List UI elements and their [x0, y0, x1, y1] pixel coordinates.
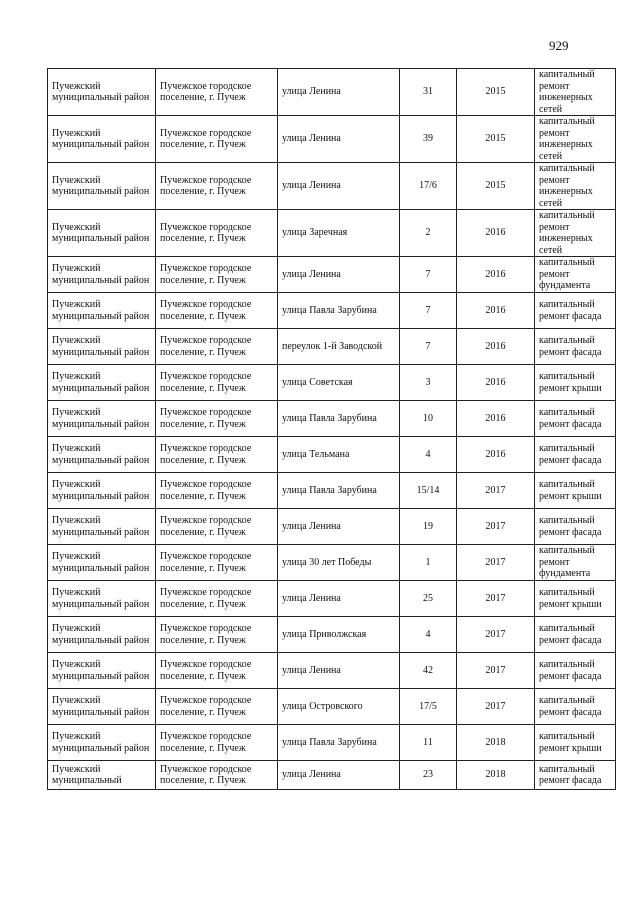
house-number-cell: 7 [400, 293, 457, 329]
street-cell: улица Островского [278, 689, 400, 725]
district-cell: Пучежский муниципальный район [48, 581, 156, 617]
year-cell: 2017 [457, 689, 535, 725]
district-cell: Пучежский муниципальный район [48, 365, 156, 401]
house-number-cell: 7 [400, 329, 457, 365]
year-cell: 2016 [457, 365, 535, 401]
work-type-cell: капитальный ремонт крыши [535, 473, 616, 509]
street-cell: улица Заречная [278, 210, 400, 257]
district-cell: Пучежский муниципальный район [48, 116, 156, 163]
table-row [48, 210, 616, 257]
table-row [48, 509, 616, 545]
work-type-cell: капитальный ремонт фасада [535, 329, 616, 365]
year-cell: 2018 [457, 761, 535, 790]
repair-schedule-table [47, 68, 616, 790]
house-number-cell: 23 [400, 761, 457, 790]
work-type-cell: капитальный ремонт инженерных сетей [535, 210, 616, 257]
house-number-cell: 19 [400, 509, 457, 545]
work-type-cell: капитальный ремонт крыши [535, 365, 616, 401]
table-row [48, 437, 616, 473]
year-cell: 2016 [457, 210, 535, 257]
year-cell: 2017 [457, 653, 535, 689]
settlement-cell: Пучежское городское поселение, г. Пучеж [156, 617, 278, 653]
table-row [48, 725, 616, 761]
year-cell: 2017 [457, 509, 535, 545]
table-row [48, 293, 616, 329]
year-cell: 2015 [457, 116, 535, 163]
house-number-cell: 4 [400, 617, 457, 653]
table-row [48, 473, 616, 509]
house-number-cell: 39 [400, 116, 457, 163]
settlement-cell: Пучежское городское поселение, г. Пучеж [156, 210, 278, 257]
table-row [48, 401, 616, 437]
table-row [48, 581, 616, 617]
year-cell: 2016 [457, 257, 535, 293]
district-cell: Пучежский муниципальный район [48, 293, 156, 329]
district-cell: Пучежский муниципальный район [48, 437, 156, 473]
house-number-cell: 3 [400, 365, 457, 401]
work-type-cell: капитальный ремонт фасада [535, 689, 616, 725]
work-type-cell: капитальный ремонт инженерных сетей [535, 116, 616, 163]
settlement-cell: Пучежское городское поселение, г. Пучеж [156, 329, 278, 365]
district-cell: Пучежский муниципальный район [48, 163, 156, 210]
street-cell: улица Павла Зарубина [278, 293, 400, 329]
page-number: 929 [549, 38, 569, 53]
district-cell: Пучежский муниципальный район [48, 69, 156, 116]
street-cell: переулок 1-й Заводской [278, 329, 400, 365]
table-row [48, 653, 616, 689]
year-cell: 2017 [457, 617, 535, 653]
house-number-cell: 17/5 [400, 689, 457, 725]
year-cell: 2016 [457, 401, 535, 437]
settlement-cell: Пучежское городское поселение, г. Пучеж [156, 401, 278, 437]
table-row [48, 545, 616, 581]
district-cell: Пучежский муниципальный район [48, 329, 156, 365]
year-cell: 2017 [457, 545, 535, 581]
settlement-cell: Пучежское городское поселение, г. Пучеж [156, 257, 278, 293]
street-cell: улица Ленина [278, 653, 400, 689]
house-number-cell: 4 [400, 437, 457, 473]
house-number-cell: 7 [400, 257, 457, 293]
work-type-cell: капитальный ремонт фасада [535, 653, 616, 689]
settlement-cell: Пучежское городское поселение, г. Пучеж [156, 689, 278, 725]
street-cell: улица Павла Зарубина [278, 401, 400, 437]
table-row [48, 257, 616, 293]
work-type-cell: капитальный ремонт фасада [535, 617, 616, 653]
table-row [48, 761, 616, 790]
work-type-cell: капитальный ремонт инженерных сетей [535, 69, 616, 116]
settlement-cell: Пучежское городское поселение, г. Пучеж [156, 653, 278, 689]
street-cell: улица Павла Зарубина [278, 473, 400, 509]
work-type-cell: капитальный ремонт фасада [535, 437, 616, 473]
work-type-cell: капитальный ремонт фасада [535, 761, 616, 790]
year-cell: 2016 [457, 329, 535, 365]
table-row [48, 365, 616, 401]
street-cell: улица Ленина [278, 761, 400, 790]
work-type-cell: капитальный ремонт инженерных сетей [535, 163, 616, 210]
year-cell: 2016 [457, 437, 535, 473]
settlement-cell: Пучежское городское поселение, г. Пучеж [156, 725, 278, 761]
street-cell: улица Приволжская [278, 617, 400, 653]
table-row [48, 116, 616, 163]
settlement-cell: Пучежское городское поселение, г. Пучеж [156, 365, 278, 401]
work-type-cell: капитальный ремонт фасада [535, 293, 616, 329]
table-row [48, 329, 616, 365]
street-cell: улица Ленина [278, 581, 400, 617]
district-cell: Пучежский муниципальный район [48, 401, 156, 437]
district-cell: Пучежский муниципальный район [48, 617, 156, 653]
street-cell: улица Тельмана [278, 437, 400, 473]
district-cell: Пучежский муниципальный район [48, 473, 156, 509]
street-cell: улица Ленина [278, 163, 400, 210]
year-cell: 2015 [457, 163, 535, 210]
settlement-cell: Пучежское городское поселение, г. Пучеж [156, 509, 278, 545]
district-cell: Пучежский муниципальный район [48, 725, 156, 761]
work-type-cell: капитальный ремонт крыши [535, 725, 616, 761]
work-type-cell: капитальный ремонт фасада [535, 509, 616, 545]
house-number-cell: 2 [400, 210, 457, 257]
street-cell: улица Ленина [278, 257, 400, 293]
street-cell: улица Ленина [278, 509, 400, 545]
settlement-cell: Пучежское городское поселение, г. Пучеж [156, 163, 278, 210]
district-cell: Пучежский муниципальный район [48, 653, 156, 689]
district-cell: Пучежский муниципальный район [48, 509, 156, 545]
house-number-cell: 25 [400, 581, 457, 617]
district-cell: Пучежский муниципальный район [48, 257, 156, 293]
year-cell: 2017 [457, 581, 535, 617]
district-cell: Пучежский муниципальный район [48, 689, 156, 725]
house-number-cell: 31 [400, 69, 457, 116]
year-cell: 2015 [457, 69, 535, 116]
work-type-cell: капитальный ремонт фундамента [535, 257, 616, 293]
settlement-cell: Пучежское городское поселение, г. Пучеж [156, 69, 278, 116]
settlement-cell: Пучежское городское поселение, г. Пучеж [156, 581, 278, 617]
street-cell: улица Ленина [278, 69, 400, 116]
work-type-cell: капитальный ремонт крыши [535, 581, 616, 617]
settlement-cell: Пучежское городское поселение, г. Пучеж [156, 761, 278, 790]
year-cell: 2018 [457, 725, 535, 761]
work-type-cell: капитальный ремонт фундамента [535, 545, 616, 581]
house-number-cell: 10 [400, 401, 457, 437]
house-number-cell: 17/6 [400, 163, 457, 210]
house-number-cell: 1 [400, 545, 457, 581]
street-cell: улица 30 лет Победы [278, 545, 400, 581]
table-row [48, 69, 616, 116]
table-row [48, 163, 616, 210]
house-number-cell: 11 [400, 725, 457, 761]
house-number-cell: 15/14 [400, 473, 457, 509]
district-cell: Пучежский муниципальный район [48, 210, 156, 257]
settlement-cell: Пучежское городское поселение, г. Пучеж [156, 293, 278, 329]
street-cell: улица Павла Зарубина [278, 725, 400, 761]
district-cell: Пучежский муниципальный [48, 761, 156, 790]
work-type-cell: капитальный ремонт фасада [535, 401, 616, 437]
settlement-cell: Пучежское городское поселение, г. Пучеж [156, 437, 278, 473]
street-cell: улица Советская [278, 365, 400, 401]
settlement-cell: Пучежское городское поселение, г. Пучеж [156, 473, 278, 509]
street-cell: улица Ленина [278, 116, 400, 163]
year-cell: 2017 [457, 473, 535, 509]
district-cell: Пучежский муниципальный район [48, 545, 156, 581]
settlement-cell: Пучежское городское поселение, г. Пучеж [156, 545, 278, 581]
table-row [48, 689, 616, 725]
settlement-cell: Пучежское городское поселение, г. Пучеж [156, 116, 278, 163]
table-row [48, 617, 616, 653]
house-number-cell: 42 [400, 653, 457, 689]
year-cell: 2016 [457, 293, 535, 329]
